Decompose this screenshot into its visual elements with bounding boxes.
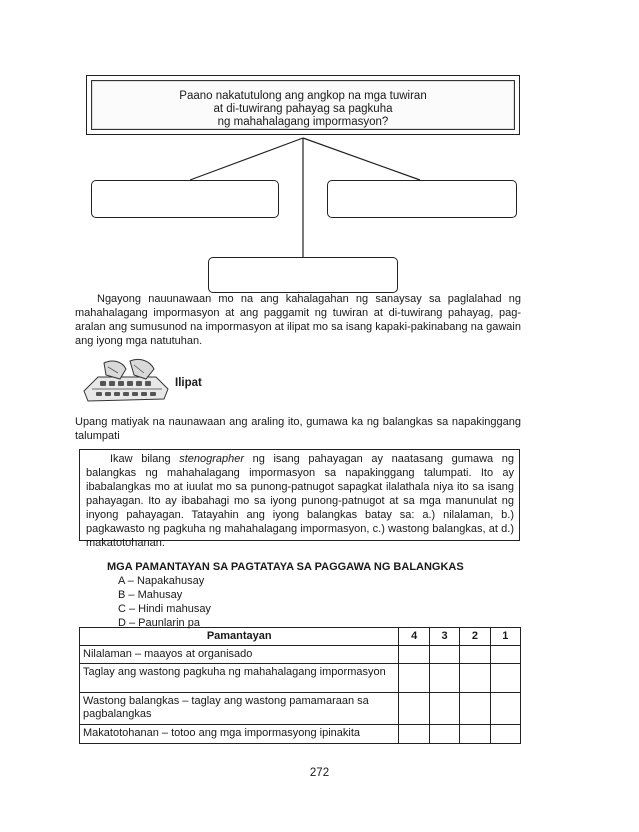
task-role: stenographer bbox=[179, 453, 245, 465]
table-row bbox=[80, 646, 521, 664]
score-cell[interactable] bbox=[460, 646, 490, 664]
rating-item: A – Napakahusay bbox=[118, 575, 205, 587]
question-box-inner bbox=[91, 80, 515, 130]
rating-item: D – Paunlarin pa bbox=[118, 617, 200, 629]
task-lead: Ikaw bilang bbox=[110, 453, 171, 465]
rubric-header-score: 4 bbox=[399, 628, 429, 646]
table-row bbox=[80, 725, 521, 744]
rubric-header-score: 3 bbox=[429, 628, 459, 646]
instruction-text: Upang matiyak na naunawaan ang araling ito, gumawa ka ng balangkas sa napakinggang talumpati bbox=[75, 416, 521, 442]
score-cell[interactable] bbox=[399, 646, 429, 664]
score-cell[interactable] bbox=[429, 664, 459, 693]
score-cell[interactable] bbox=[429, 646, 459, 664]
score-cell[interactable] bbox=[490, 725, 520, 744]
rubric-header-criteria: Pamantayan bbox=[80, 628, 399, 646]
score-cell[interactable] bbox=[429, 693, 459, 725]
score-cell[interactable] bbox=[399, 693, 429, 725]
rubric-criterion: Nilalaman – maayos at organisado bbox=[80, 646, 399, 664]
task-text bbox=[86, 452, 514, 550]
rubric-header-score: 1 bbox=[490, 628, 520, 646]
score-cell[interactable] bbox=[490, 646, 520, 664]
rating-item: C – Hindi mahusay bbox=[118, 603, 211, 615]
answer-box-left[interactable] bbox=[91, 180, 279, 218]
score-cell[interactable] bbox=[460, 693, 490, 725]
rubric-criterion: Makatotohanan – totoo ang mga impormasyong ipinakita bbox=[80, 725, 399, 744]
question-line: Paano nakatutulong ang angkop na mga tuwiran bbox=[179, 90, 427, 102]
score-cell[interactable] bbox=[460, 725, 490, 744]
score-cell[interactable] bbox=[399, 664, 429, 693]
answer-box-bottom[interactable] bbox=[208, 257, 398, 293]
ilipat-heading: Ilipat bbox=[175, 377, 202, 389]
score-cell[interactable] bbox=[490, 664, 520, 693]
rubric-table bbox=[79, 627, 521, 744]
question-line: ng mahahalagang impormasyon? bbox=[217, 116, 389, 128]
typewriter-hands-icon bbox=[78, 355, 172, 405]
score-cell[interactable] bbox=[490, 693, 520, 725]
criteria-title: MGA PAMANTAYAN SA PAGTATAYA SA PAGGAWA NG BALANGKAS bbox=[107, 561, 464, 573]
rating-item: B – Mahusay bbox=[118, 589, 183, 601]
rubric-criterion: Taglay ang wastong pagkuha ng mahahalagang impormasyon bbox=[80, 664, 399, 693]
question-box bbox=[86, 75, 520, 135]
question-line: at di-tuwirang pahayag sa pagkuha bbox=[213, 103, 393, 115]
table-row bbox=[80, 664, 521, 693]
question-text bbox=[92, 90, 514, 129]
rubric-criterion: Wastong balangkas – taglay ang wastong pamamaraan sa pagbalangkas bbox=[80, 693, 399, 725]
rubric-header-score: 2 bbox=[460, 628, 490, 646]
rating-list bbox=[118, 574, 211, 630]
answer-box-right[interactable] bbox=[327, 180, 517, 218]
rubric-header-row bbox=[80, 628, 521, 646]
intro-paragraph: Ngayong nauunawaan mo na ang kahalagahan ng sanaysay sa paglalahad ng mahahalagang impormasyon at ang paggamit ng tuwiran at di-tuwirang pahayag, pag-aralan ang sumusunod na impormasyon at ilipat mo sa isang kapaki-pakinabang na gawain ang iyong mga natutuhan. bbox=[75, 293, 521, 347]
score-cell[interactable] bbox=[399, 725, 429, 744]
page-number: 272 bbox=[309, 767, 330, 779]
table-row bbox=[80, 693, 521, 725]
task-box bbox=[79, 449, 520, 549]
score-cell[interactable] bbox=[460, 664, 490, 693]
task-rest: ng isang pahayagan ay naatasang gumawa ng balangkas ng mahahalagang impormasyon sa napakinggang talumpati. Ito ay ibabalangkas mo at iuulat mo sa punong-patnugot sapagkat ilalathala niya ito sa isang pahayagan. Ito ay ibabahagi mo sa iyong punong-patnugot at sa mga manunulat ng inyong pahayagan. Tatayahin ang iyong balangkas batay sa: a.) nilalaman, b.) pagkawasto ng pagkuha ng mahahalagang impormasyon, c.) wastong balangkas, at d.) makatotohanan. bbox=[86, 453, 514, 549]
score-cell[interactable] bbox=[429, 725, 459, 744]
